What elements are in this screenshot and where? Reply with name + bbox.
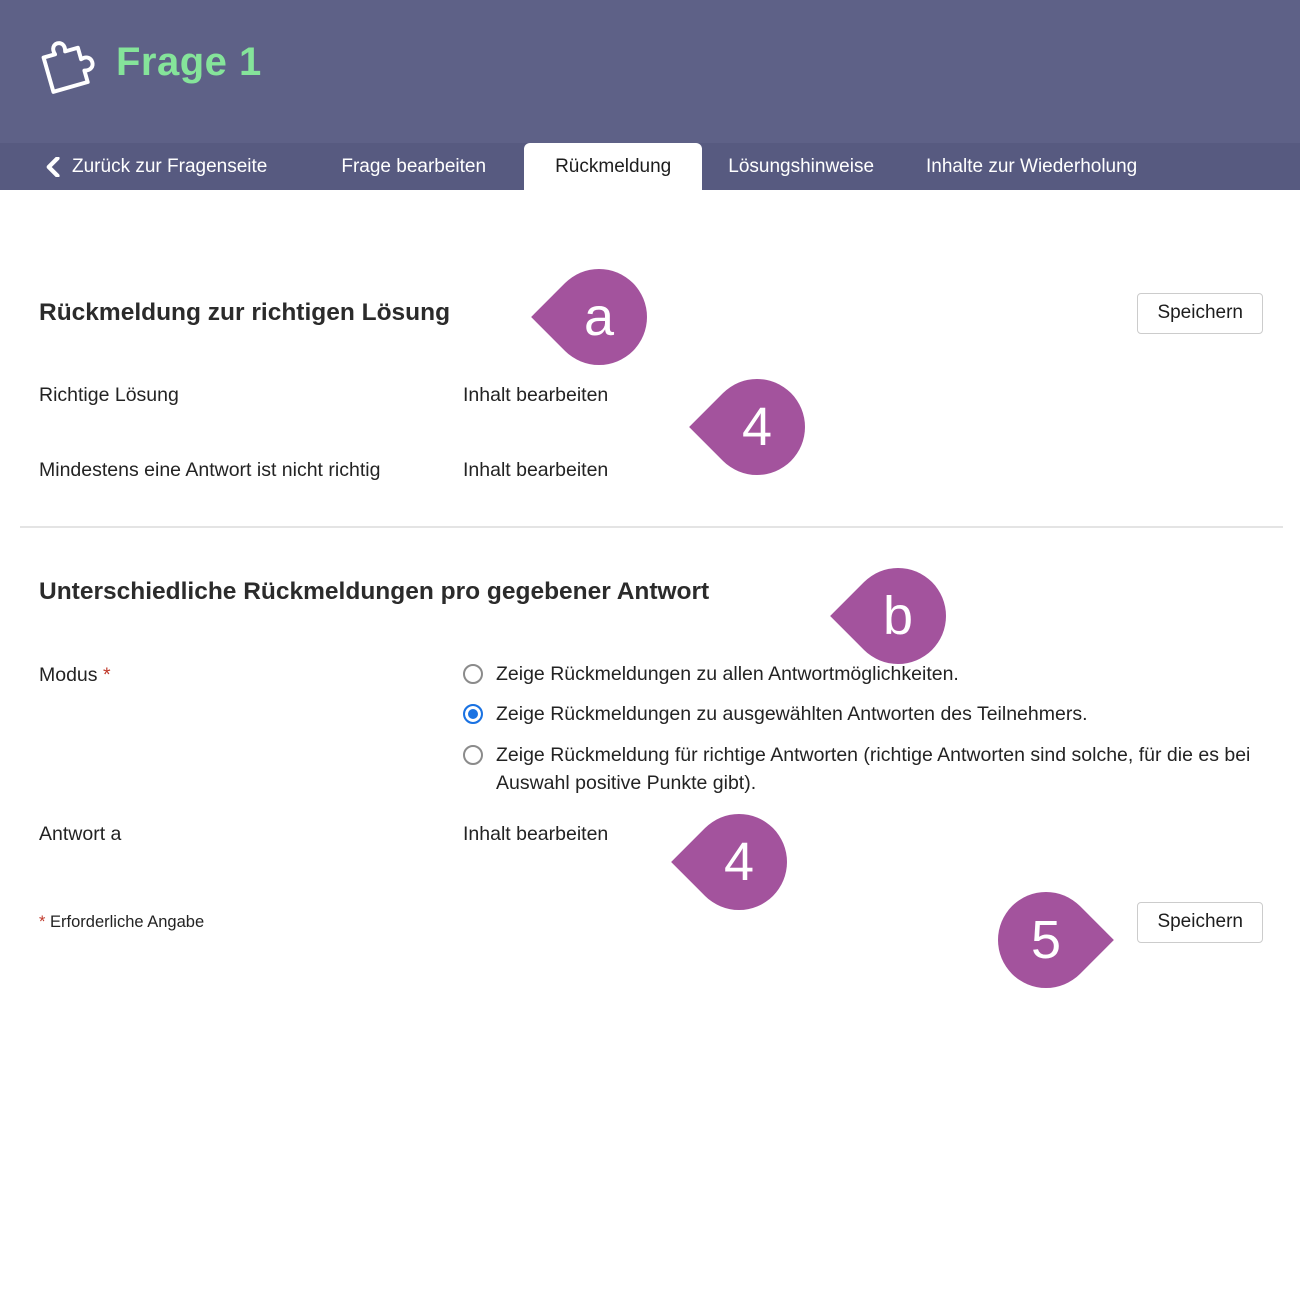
required-note-text: Erforderliche Angabe [50,913,205,932]
field-label: Richtige Lösung [39,383,179,406]
page-title: Frage 1 [116,40,262,84]
modus-label: Modus [39,664,98,687]
section-per-answer-title: Unterschiedliche Rückmeldungen pro gegebener Antwort [39,578,710,606]
form-row-modus [39,660,1263,797]
section-correct-solution-title: Rückmeldung zur richtigen Lösung [39,299,451,327]
annotation-label: b [882,586,914,647]
radio-option-selected-answers[interactable] [463,700,1258,728]
tab-loesungshinweise[interactable]: Lösungshinweise [728,155,875,177]
radio-label: Zeige Rückmeldungen zu ausgewählten Antworten des Teilnehmers. [496,703,1088,726]
annotation-label: 4 [723,832,755,893]
radio-input[interactable] [463,664,483,684]
back-to-question-page-link[interactable] [45,143,267,190]
tab-rueckmeldung[interactable]: Rückmeldung [524,143,702,190]
puzzle-icon [30,26,96,100]
field-label: Mindestens eine Antwort ist nicht richtig [39,458,381,481]
annotation-label: 4 [741,397,773,458]
form-row-antwort-a [39,819,1263,850]
edit-content-link-incorrect[interactable]: Inhalt bearbeiten [463,458,609,481]
main-content [0,293,1300,943]
tab-frage-bearbeiten[interactable]: Frage bearbeiten [341,155,487,177]
required-note [39,913,204,932]
required-asterisk: * [39,913,46,932]
annotation-label: 5 [1030,909,1062,970]
section-divider [20,526,1283,528]
chevron-left-icon [45,157,60,177]
form-row-richtige-loesung [39,380,1263,411]
radio-input[interactable] [463,745,483,765]
back-link-label: Zurück zur Fragenseite [72,155,268,177]
radio-option-correct-answers[interactable] [463,741,1258,798]
field-label: Antwort a [39,823,122,846]
annotation-label: a [583,287,615,348]
form-row-mindestens-eine-antwort [39,455,1263,486]
radio-label: Zeige Rückmeldungen zu allen Antwortmöglichkeiten. [496,663,959,686]
radio-label: Zeige Rückmeldung für richtige Antworten (richtige Antworten sind solche, für die es bei Auswahl positive Punkte gibt). [496,743,1251,794]
edit-content-link-answer-a[interactable]: Inhalt bearbeiten [463,823,609,846]
required-asterisk: * [102,664,111,687]
section-correct-solution-header [39,293,1263,334]
field-label [39,660,463,691]
app-header [0,0,1300,143]
tab-inhalte-zur-wiederholung[interactable]: Inhalte zur Wiederholung [926,155,1138,177]
edit-content-link-correct[interactable]: Inhalt bearbeiten [463,383,609,406]
save-button-bottom[interactable]: Speichern [1137,902,1263,943]
save-button-top[interactable]: Speichern [1137,293,1263,334]
tab-bar [0,143,1300,190]
radio-input-selected[interactable] [463,704,483,724]
radio-option-all-answers[interactable] [463,660,1258,688]
modus-radio-group [463,660,1258,797]
